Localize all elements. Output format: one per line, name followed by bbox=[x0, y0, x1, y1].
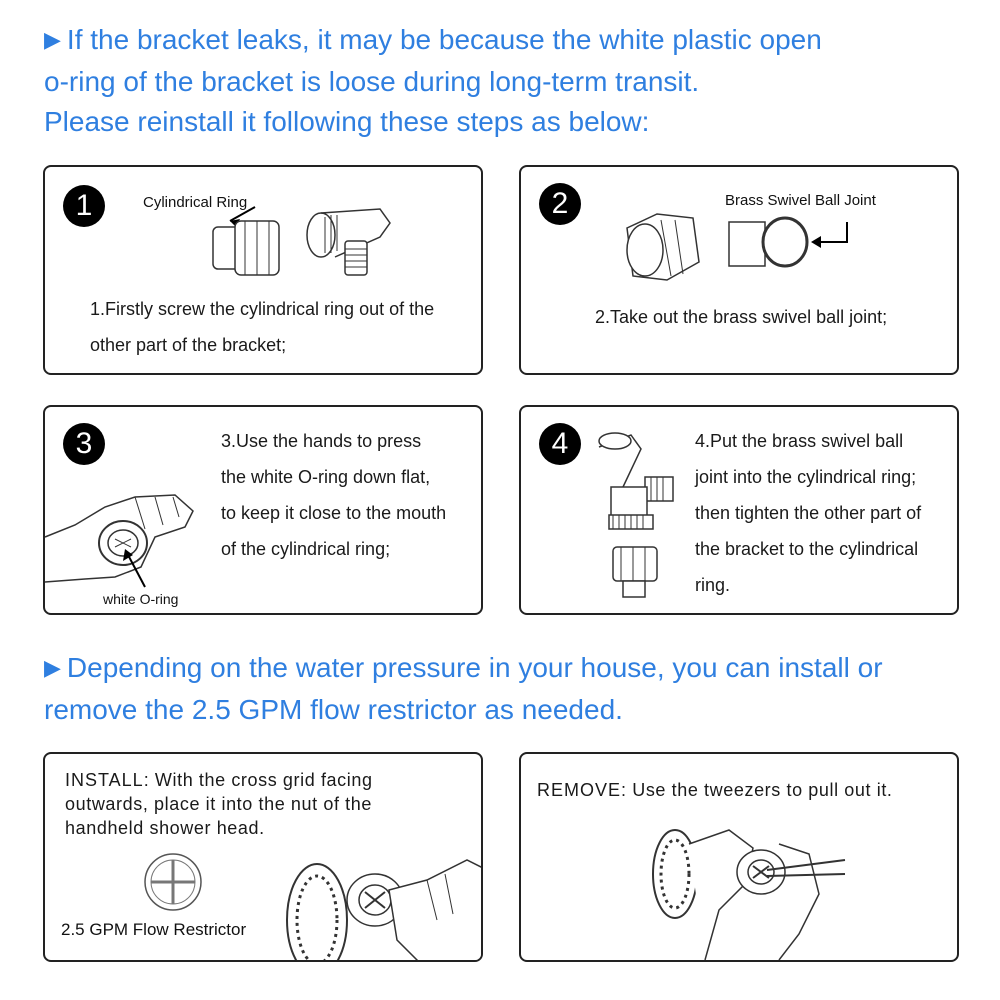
step-text-line: then tighten the other part of bbox=[695, 503, 922, 523]
step-number-badge: 3 bbox=[63, 423, 105, 465]
step-text-line: the white O-ring down flat, bbox=[221, 467, 431, 487]
install-line: handheld shower head. bbox=[65, 818, 265, 838]
white-o-ring-label: white O-ring bbox=[103, 591, 179, 607]
heading-line: remove the 2.5 GPM flow restrictor as needed. bbox=[44, 694, 623, 725]
brass-swivel-ball-joint-illustration bbox=[617, 202, 877, 292]
step-text-line: joint into the cylindrical ring; bbox=[695, 467, 917, 487]
step-4-text bbox=[695, 423, 957, 603]
step-text-line: other part of the bracket; bbox=[90, 335, 287, 355]
step-text-line: 2.Take out the brass swivel ball joint; bbox=[595, 307, 888, 327]
step-3-card bbox=[43, 405, 483, 615]
step-2-text bbox=[595, 299, 955, 335]
triangle-bullet-icon: ▶ bbox=[44, 27, 61, 52]
step-text-line: of the cylindrical ring; bbox=[221, 539, 391, 559]
step-1-text bbox=[90, 291, 480, 363]
heading-line: o-ring of the bracket is loose during long-term transit. bbox=[44, 66, 700, 97]
install-card bbox=[43, 752, 483, 962]
install-line: outwards, place it into the nut of the bbox=[65, 794, 372, 814]
flow-restrictor-icon bbox=[143, 852, 203, 912]
heading-line: Depending on the water pressure in your house, you can install or bbox=[66, 652, 883, 683]
step-2-card bbox=[519, 165, 959, 375]
step-text-line: ring. bbox=[695, 575, 731, 595]
instruction-heading-flow-restrictor bbox=[44, 648, 984, 730]
step-text-line: the bracket to the cylindrical bbox=[695, 539, 919, 559]
remove-text bbox=[537, 780, 893, 801]
step-text-line: 1.Firstly screw the cylindrical ring out of the bbox=[90, 299, 435, 319]
triangle-bullet-icon: ▶ bbox=[44, 655, 61, 680]
install-keyword: INSTALL bbox=[65, 770, 144, 790]
install-line: : With the cross grid facing bbox=[143, 770, 373, 790]
step-3-text bbox=[221, 423, 481, 567]
instruction-heading-leak bbox=[44, 20, 944, 142]
shower-head-install-illustration bbox=[277, 850, 483, 962]
hand-pressing-o-ring-illustration bbox=[45, 467, 215, 597]
remove-keyword: REMOVE bbox=[537, 780, 622, 800]
install-text bbox=[65, 768, 475, 840]
step-number-badge: 4 bbox=[539, 423, 581, 465]
step-number-badge: 1 bbox=[63, 185, 105, 227]
cylindrical-ring-label: Cylindrical Ring bbox=[143, 194, 248, 211]
heading-line: Please reinstall it following these steps as below: bbox=[44, 106, 650, 137]
cylindrical-ring-illustration bbox=[205, 197, 455, 287]
step-text-line: to keep it close to the mouth bbox=[221, 503, 447, 523]
heading-line: If the bracket leaks, it may be because the white plastic open bbox=[66, 24, 822, 55]
step-4-card bbox=[519, 405, 959, 615]
flow-restrictor-label: 2.5 GPM Flow Restrictor bbox=[61, 920, 247, 939]
remove-line: : Use the tweezers to pull out it. bbox=[621, 780, 893, 800]
step-text-line: 3.Use the hands to press bbox=[221, 431, 422, 451]
assembled-bracket-illustration bbox=[591, 427, 701, 607]
step-1-card bbox=[43, 165, 483, 375]
step-text-line: 4.Put the brass swivel ball bbox=[695, 431, 904, 451]
brass-swivel-ball-joint-label: Brass Swivel Ball Joint bbox=[725, 192, 876, 209]
step-number-badge: 2 bbox=[539, 183, 581, 225]
remove-card bbox=[519, 752, 959, 962]
tweezers-remove-illustration bbox=[649, 824, 849, 960]
